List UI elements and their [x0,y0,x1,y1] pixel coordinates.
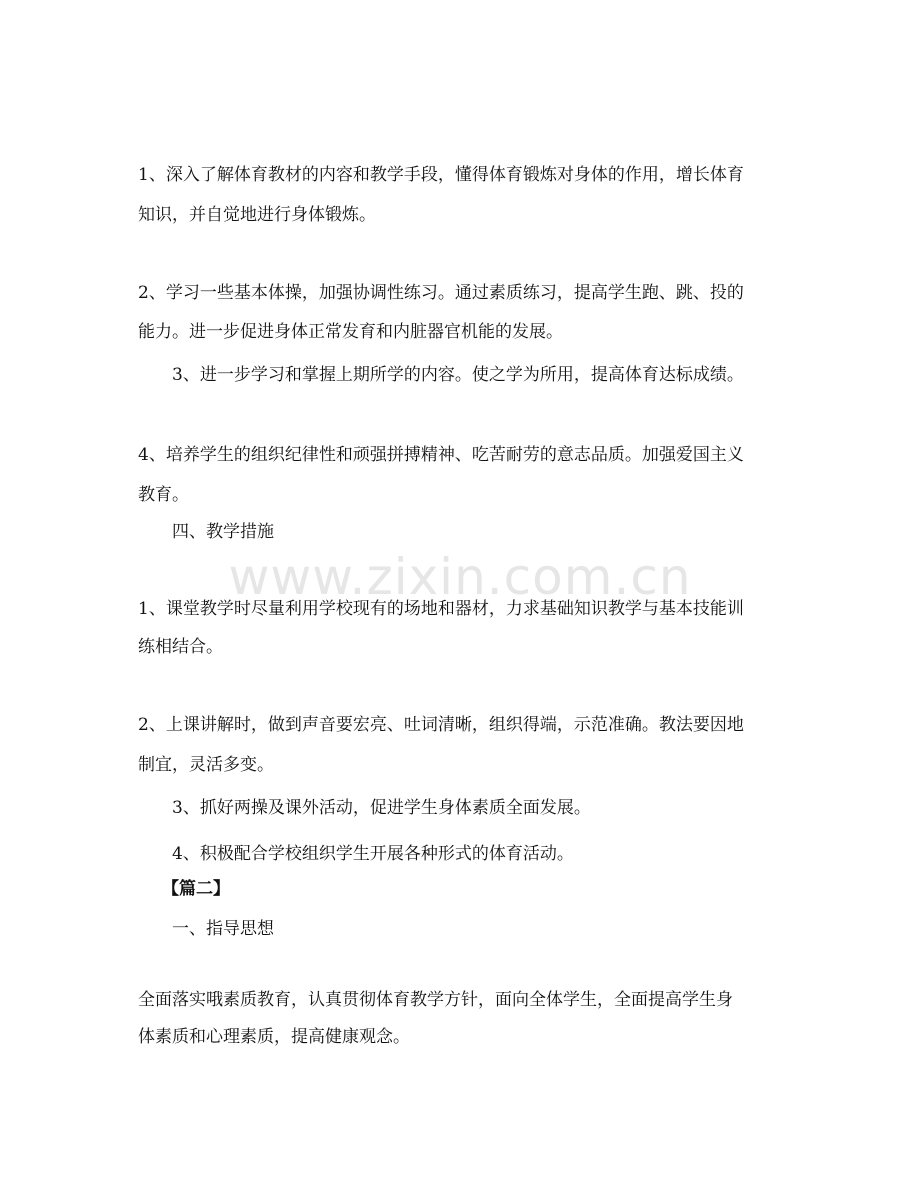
paragraph-2-line-1: 2、学习一些基本体操，加强协调性练习。通过素质练习，提高学生跑、跳、投的 [138,283,744,303]
measures-item-4: 4、积极配合学校组织学生开展各种形式的体育活动。 [172,844,574,864]
paragraph-1-line-2: 知识，并自觉地进行身体锻炼。 [138,205,376,225]
measures-item-2-line-2: 制宜，灵活多变。 [138,755,274,775]
paragraph-4-line-2: 教育。 [138,485,189,505]
measures-item-1-line-1: 1、课堂教学时尽量利用学校现有的场地和器材，力求基础知识教学与基本技能训 [138,599,744,619]
section-heading-measures: 四、教学措施 [172,522,274,542]
measures-item-3: 3、抓好两操及课外活动，促进学生身体素质全面发展。 [172,798,591,818]
part-two-heading: 【篇二】 [162,879,230,899]
paragraph-3: 3、进一步学习和掌握上期所学的内容。使之学为所用，提高体育达标成绩。 [172,365,744,385]
measures-item-1-line-2: 练相结合。 [138,637,223,657]
guiding-idea-line-1: 全面落实哦素质教育，认真贯彻体育教学方针，面向全体学生，全面提高学生身 [138,990,733,1010]
watermark-text: www.zixin.com.cn [228,548,692,606]
guiding-idea-line-2: 体素质和心理素质，提高健康观念。 [138,1027,410,1047]
section-heading-guiding-idea: 一、指导思想 [172,919,274,939]
paragraph-4-line-1: 4、培养学生的组织纪律性和顽强拼搏精神、吃苦耐劳的意志品质。加强爱国主义 [138,445,744,465]
paragraph-2-line-2: 能力。进一步促进身体正常发育和内脏器官机能的发展。 [138,322,563,342]
paragraph-1-line-1: 1、深入了解体育教材的内容和教学手段，懂得体育锻炼对身体的作用，增长体育 [138,165,744,185]
measures-item-2-line-1: 2、上课讲解时，做到声音要宏亮、吐词清晰，组织得端，示范准确。教法要因地 [138,715,744,735]
